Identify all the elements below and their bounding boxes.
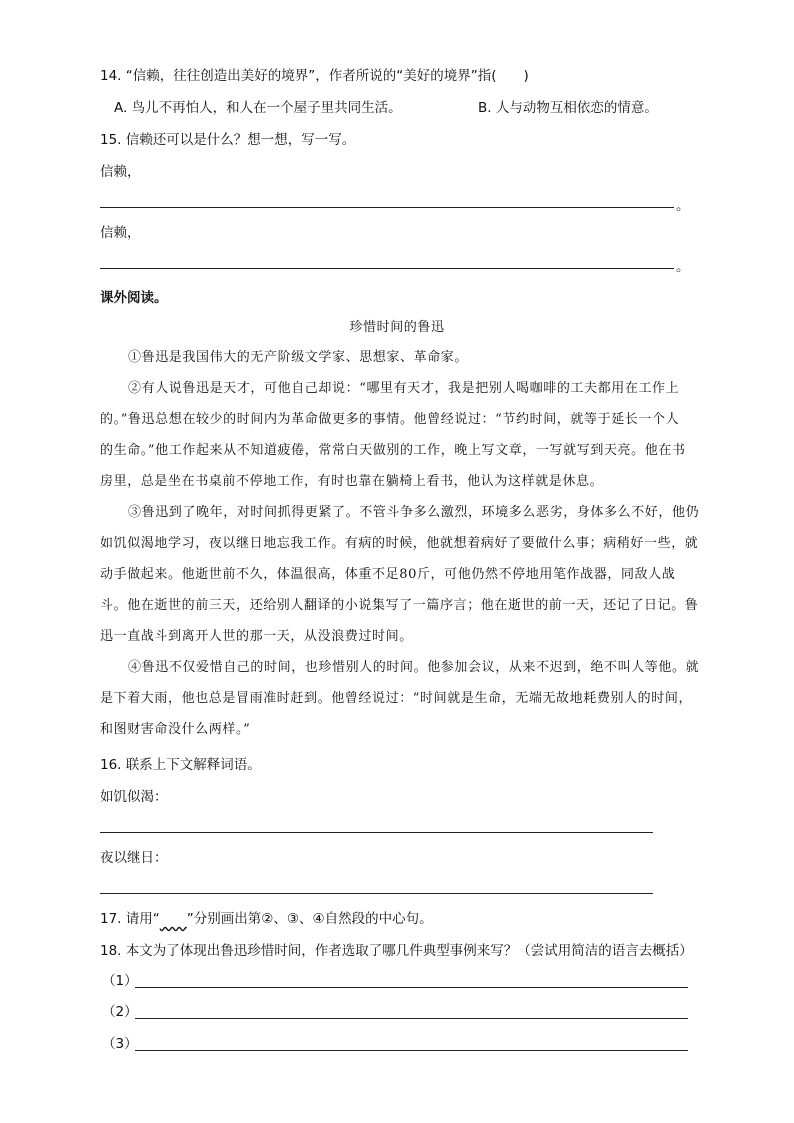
- q18-answer-line-3[interactable]: [135, 1050, 688, 1051]
- passage-line: ②有人说鲁迅是天才，可他自己却说：“哪里有天才，我是把别人喝咖啡的工夫都用在工作上: [128, 381, 680, 396]
- passage-title: 珍惜时间的鲁迅: [349, 320, 445, 335]
- passage-line: 动手做起来。他逝世前不久，体温很高，体重不足80斤，可他仍然不停地用笔作战器，同敌人战: [100, 567, 676, 582]
- q15-answer-line-2[interactable]: [100, 268, 674, 269]
- passage-line: ①鲁迅是我国伟大的无产阶级文学家、思想家、革命家。: [128, 350, 469, 365]
- q15-end-mark-1: 。: [676, 198, 690, 214]
- passage-line: 房里，总是坐在书桌前不停地工作，有时也靠在躺椅上看书，他认为这样就是休息。: [100, 474, 604, 489]
- q18-answer-line-1[interactable]: [135, 987, 688, 988]
- q18-answer-line-2[interactable]: [135, 1018, 688, 1019]
- q18-item-1-label: （1）: [102, 973, 138, 989]
- q18-item-2-label: （2）: [102, 1004, 138, 1020]
- passage-line: 的生命。”他工作起来从不知道疲倦，常常白天做别的工作，晚上写文章，一写就写到天亮。他在书: [100, 443, 686, 458]
- q15-end-mark-2: 。: [676, 259, 690, 275]
- passage-line: ④鲁迅不仅爱惜自己的时间，也珍惜别人的时间。他参加会议，从来不迟到，绝不叫人等他。就: [128, 660, 700, 675]
- q17-before: 17. 请用“: [100, 911, 160, 927]
- passage-line: 是下着大雨，他也总是冒雨准时赶到。他曾经说过：“时间就是生命，无端无故地耗费别人的时间，: [100, 691, 693, 706]
- q16-word-2: 夜以继日：: [100, 850, 168, 866]
- q16-answer-line-1[interactable]: [100, 832, 653, 833]
- q14-option-a: A. 鸟儿不再怕人，和人在一个屋子里共同生活。: [114, 100, 402, 116]
- q15-answer-line-1[interactable]: [100, 207, 674, 208]
- q16-stem: 16. 联系上下文解释词语。: [100, 757, 261, 773]
- passage-line: 的。”鲁迅总想在较少的时间内为革命做更多的事情。他曾经说过：“节约时间，就等于延长一个人: [100, 412, 680, 427]
- passage-line: 和图财害命没什么两样。”: [100, 722, 251, 737]
- passage-line: ③鲁迅到了晚年，对时间抓得更紧了。不管斗争多么激烈，环境多么恶劣，身体多么不好，他仍: [128, 505, 700, 520]
- q15-stem: 15. 信赖还可以是什么？想一想，写一写。: [100, 132, 356, 148]
- q17-stem: [100, 909, 433, 929]
- q14-stem: 14. “信赖，往往创造出美好的境界”，作者所说的“美好的境界”指( ): [100, 68, 529, 84]
- q16-word-1: 如饥似渴：: [100, 789, 168, 805]
- passage-line: 迅一直战斗到离开人世的那一天，从没浪费过时间。: [100, 629, 413, 644]
- q16-answer-line-2[interactable]: [100, 893, 653, 894]
- q18-item-3-label: （3）: [102, 1036, 138, 1052]
- q17-after: ”分别画出第②、③、④自然段的中心句。: [186, 911, 433, 927]
- q14-option-b: B. 人与动物互相依恋的情意。: [478, 100, 658, 116]
- q15-prefix-1: 信赖，: [100, 164, 141, 180]
- section-title: 课外阅读。: [100, 290, 168, 306]
- q18-stem: 18. 本文为了体现出鲁迅珍惜时间，作者选取了哪几件典型事例来写？（尝试用简洁的语言去概括）: [100, 943, 693, 959]
- wavy-line-mark: [160, 911, 187, 927]
- passage-line: 如饥似渴地学习，夜以继日地忘我工作。有病的时候，他就想着病好了要做什么事；病稍好一些，就: [100, 536, 699, 551]
- q15-prefix-2: 信赖，: [100, 225, 141, 241]
- passage-line: 斗。他在逝世的前三天，还给别人翻译的小说集写了一篇序言；他在逝世的前一天，还记了日记。鲁: [100, 598, 699, 613]
